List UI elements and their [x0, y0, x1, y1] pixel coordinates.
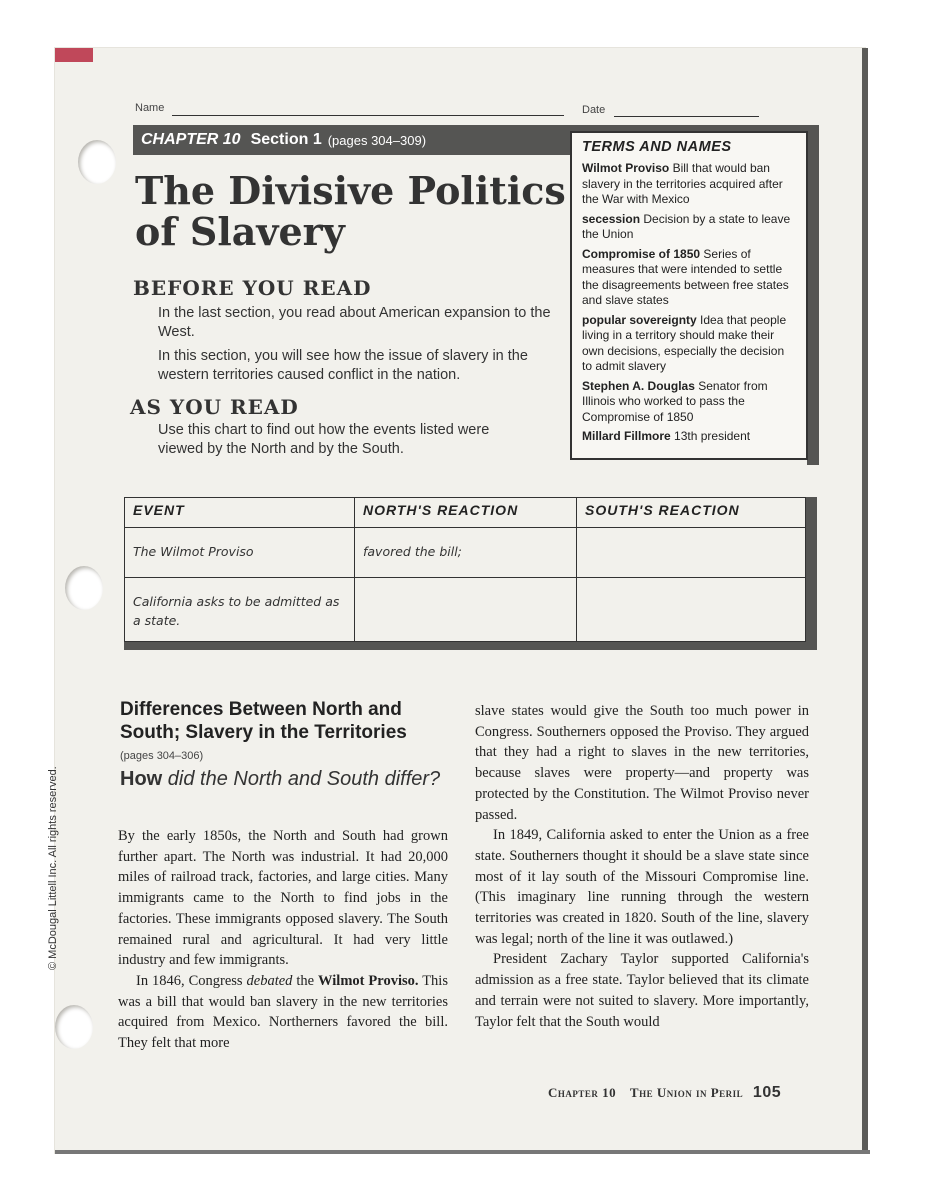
term-name: Wilmot Proviso: [582, 161, 670, 175]
chapter-number: CHAPTER 10: [141, 131, 241, 148]
term-definition: Senator from Illinois who worked to pass the Compromise of 1850: [582, 378, 768, 424]
term-name: Compromise of 1850: [582, 246, 701, 261]
body-paragraph: By the early 1850s, the North and South had grown further apart. The North was industrial. It had 20,000 miles of railroad track, factories, and large cities. Many immigrants came to the North to find jobs in the factories. These immigrants opposed slavery. The South remained rural and agricultural. It had very little industry and few immigrants.: [118, 828, 448, 969]
chart-header-north: NORTH'S REACTION: [355, 498, 577, 528]
body-paragraph: slave states would give the South too much power in Congress. Southerners opposed the Proviso. They argued that they had a right to slaves in the new territories, because slaves were property—and property was protected by the Constitution. The Wilmot Proviso never passed.: [475, 703, 809, 823]
term-definition: Bill that would ban slavery in the territories acquired after the War with Mexico: [582, 161, 783, 206]
chart-header-event: EVENT: [125, 498, 355, 528]
body-paragraph: In 1849, California asked to enter the Union as a free state. Southerners thought it should be a slave state since most of it lay south of the Missouri Compromise line. (This imaginary line running through the western territories was created in 1820. South of the line, slavery was legal; north of the line it was outlawed.): [475, 827, 809, 947]
question-keyword: How: [120, 768, 163, 790]
terms-box-shadow: [807, 125, 819, 465]
body-text: This was a bill that would ban slavery in the new territories acquired from Mexico. Northerners favored the bill. They felt that more: [118, 972, 448, 1052]
vocab-word: debated: [246, 972, 293, 989]
section-number: Section 1: [250, 131, 322, 148]
chart-row: [125, 528, 806, 578]
chart-shadow: [806, 497, 817, 650]
chart-row: [125, 578, 806, 642]
copyright-notice: © McDougal Littell Inc. All rights reserved.: [47, 766, 59, 970]
chart-cell-event: The Wilmot Proviso: [125, 528, 355, 578]
chart-cell-north[interactable]: [355, 578, 577, 642]
terms-title: TERMS AND NAMES: [582, 139, 732, 155]
term-name: Millard Fillmore: [582, 429, 671, 443]
date-label: Date: [582, 104, 606, 116]
as-you-read-heading: AS YOU READ: [130, 395, 299, 419]
term-name: secession: [582, 211, 641, 226]
footer-title: The Union in Peril: [629, 1085, 744, 1100]
term-item: [582, 161, 796, 208]
term-name: Stephen A. Douglas: [582, 378, 695, 393]
page-number: 105: [752, 1084, 782, 1101]
chart-cell-south[interactable]: [577, 578, 806, 642]
name-line[interactable]: [172, 115, 564, 116]
footer-chapter: Chapter 10: [548, 1085, 617, 1100]
section-pages-ref: (pages 304–306): [120, 750, 204, 762]
term-item: [582, 212, 796, 243]
name-label: Name: [135, 102, 165, 114]
question-text: did the North and South differ?: [162, 768, 441, 790]
body-column-left: [118, 826, 448, 1054]
body-text: In 1846, Congress: [136, 972, 247, 989]
before-you-read-p2: In this section, you will see how the issue of slavery in the western territories caused conflict in the nation.: [158, 348, 528, 383]
term-definition: Idea that people living in a territory should make their own decisions, especially the decision to admit slavery: [582, 312, 787, 373]
binder-hole-middle: [65, 566, 103, 610]
as-you-read-p1: Use this chart to find out how the events listed were viewed by the North and by the South.: [158, 422, 490, 457]
binder-hole-top: [78, 140, 116, 184]
term-definition: 13th president: [674, 429, 751, 443]
body-paragraph: President Zachary Taylor supported California's admission as a free state. Taylor believed that its climate and terrain were not suited to slavery. More importantly, Taylor felt that the South would: [475, 951, 809, 1030]
binder-hole-bottom: [55, 1005, 93, 1049]
page-edge-shadow: [862, 48, 868, 1153]
page-title: The Divisive Politics of Slavery: [135, 168, 566, 254]
term-definition: Series of measures that were intended to settle the disagreements between free states and slave states: [582, 246, 789, 307]
corner-mark: [55, 48, 93, 62]
term-item: [582, 429, 796, 445]
body-text: the: [292, 972, 319, 989]
term-item: [582, 313, 796, 375]
chart-cell-event: California asks to be admitted as a state.: [125, 578, 355, 642]
chart-header-south: SOUTH'S REACTION: [577, 498, 806, 528]
terms-and-names-box: [570, 131, 808, 460]
before-you-read-heading: BEFORE YOU READ: [133, 276, 372, 300]
date-line[interactable]: [614, 116, 759, 117]
chart-cell-north[interactable]: favored the bill;: [355, 528, 577, 578]
before-you-read-p1: In the last section, you read about American expansion to the West.: [158, 305, 551, 340]
body-column-right: [475, 701, 809, 1032]
term-item: [582, 379, 796, 426]
reaction-chart: [124, 497, 806, 642]
key-term: Wilmot Proviso.: [318, 972, 419, 989]
body-paragraph: [118, 971, 448, 1054]
section-pages: (pages 304–309): [327, 132, 427, 148]
section-question: [120, 768, 450, 791]
term-definition: Decision by a state to leave the Union: [582, 211, 791, 241]
chart-shadow: [124, 642, 817, 650]
term-item: [582, 247, 796, 309]
section-heading: Differences Between North and South; Slavery in the Territories: [120, 699, 407, 743]
chart-header-row: [125, 498, 806, 528]
term-name: popular sovereignty: [582, 312, 697, 327]
chart-cell-south[interactable]: [577, 528, 806, 578]
page-footer: [548, 1084, 781, 1102]
page-bottom-edge: [55, 1150, 870, 1154]
